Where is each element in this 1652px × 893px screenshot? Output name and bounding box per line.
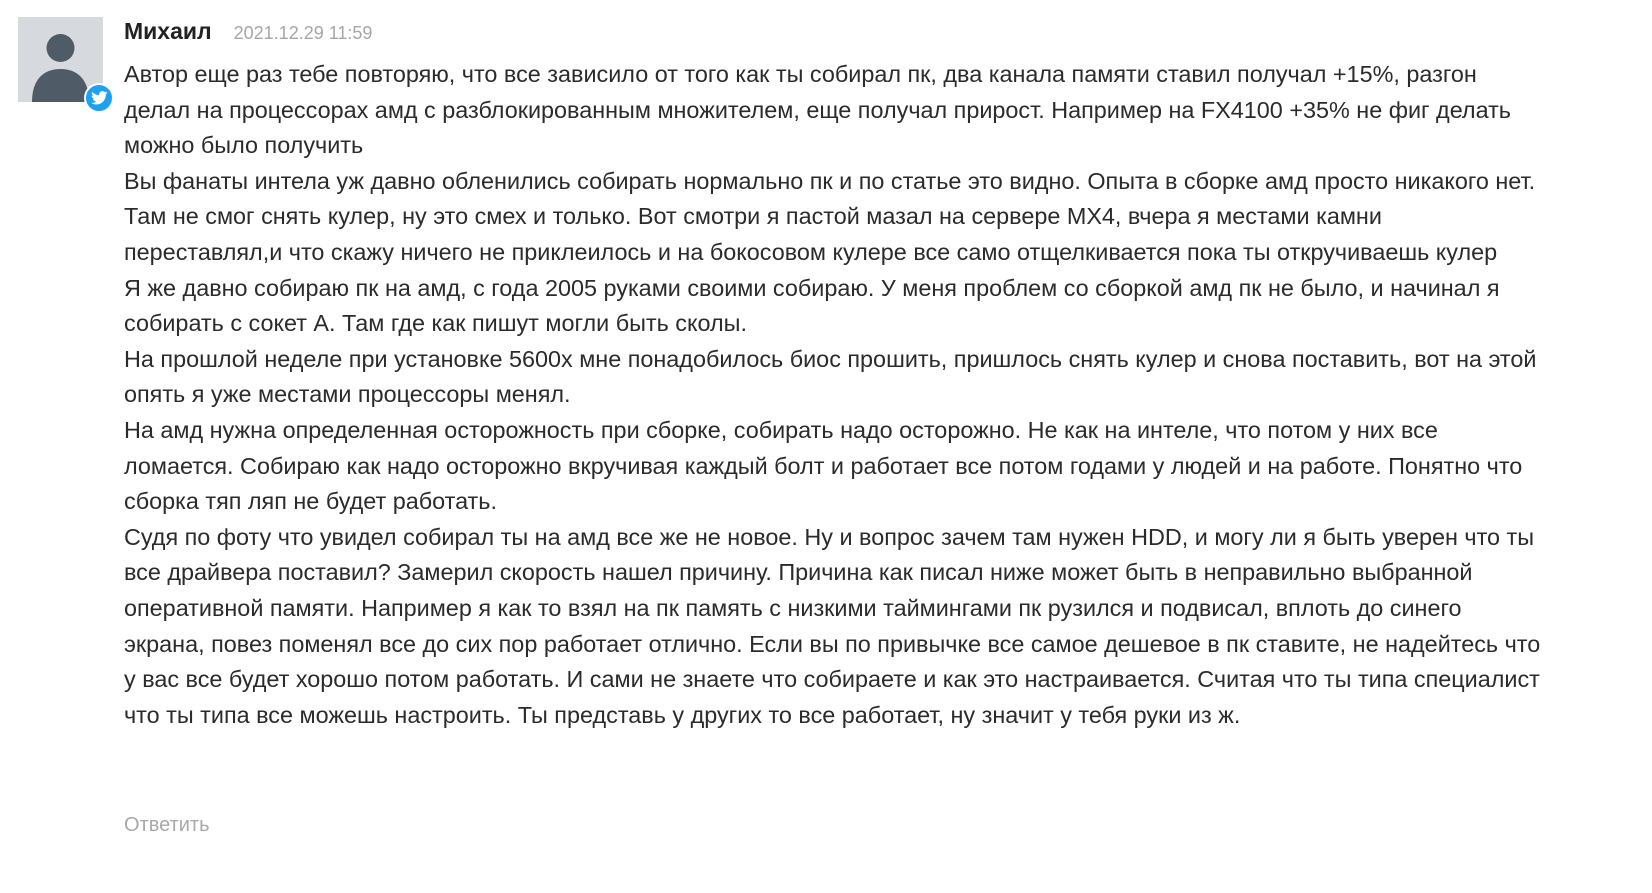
comment-paragraph: Вы фанаты интела уж давно обленились собирать нормально пк и по статье это видно. Опыта в сборке амд просто никакого нет. Там не смог снять кулер, ну это смех и только. Вот смотри я пастой мазал на сервере MX4, вчера я местами камни переставлял,и что скажу ничего не приклеилось и на бокосовом кулере все само отщелкивается пока ты откручиваешь кулер	[124, 167, 1536, 265]
comment-body	[124, 57, 1544, 733]
author-name[interactable]: Михаил	[124, 18, 212, 44]
twitter-icon	[91, 91, 108, 105]
comment-timestamp: 2021.12.29 11:59	[233, 23, 373, 43]
avatar-container[interactable]	[18, 17, 103, 102]
comment-paragraph: Судя по фоту что увидел собирал ты на амд все же не новое. Ну и вопрос зачем там нужен HDD, и могу ли я быть уверен что ты все драйвера поставил? Замерил скорость нашел причину. Причина как писал ниже может быть в неправильно выбранной оперативной памяти. Например я как то взял на пк память с низкими таймингами пк рузился и подвисал, вплоть до синего экрана, повез поменял все до сих пор работает отлично. Если вы по привычке все самое дешевое в пк ставите, не надейтесь что у вас все будет хорошо потом работать. И сами не знаете что собираете и как это настраивается. Считая что ты типа специалист что ты типа все можешь настроить. Ты представь у других то все работает, ну значит у тебя руки из ж.	[124, 523, 1541, 728]
comment-paragraph: Я же давно собираю пк на амд, с года 2005 руками своими собираю. У меня проблем со сборкой амд пк не было, и начинал я собирать с сокет А. Там где как пишут могли быть сколы.	[124, 274, 1500, 337]
comment-paragraph: На прошлой неделе при установке 5600х мне понадобилось биос прошить, пришлось снять кулер и снова поставить, вот на этой опять я уже местами процессоры менял.	[124, 345, 1537, 408]
comment-paragraph: Автор еще раз тебе повторяю, что все зависило от того как ты собирал пк, два канала памяти ставил получал +15%, разгон делал на процессорах амд с разблокированным множителем, еще получал прирост. Например на FX4100 +35% не фиг делать можно было получить	[124, 61, 1511, 159]
comment-header	[124, 18, 372, 48]
twitter-badge[interactable]	[84, 83, 114, 113]
comment-paragraph: На амд нужна определенная осторожность при сборке, собирать надо осторожно. Не как на интеле, что потом у них все ломается. Собираю как надо осторожно вкручивая каждый болт и работает все потом годами у людей и на работе. Понятно что сборка тяп ляп не будет работать.	[124, 416, 1523, 515]
reply-link[interactable]: Ответить	[124, 814, 210, 836]
